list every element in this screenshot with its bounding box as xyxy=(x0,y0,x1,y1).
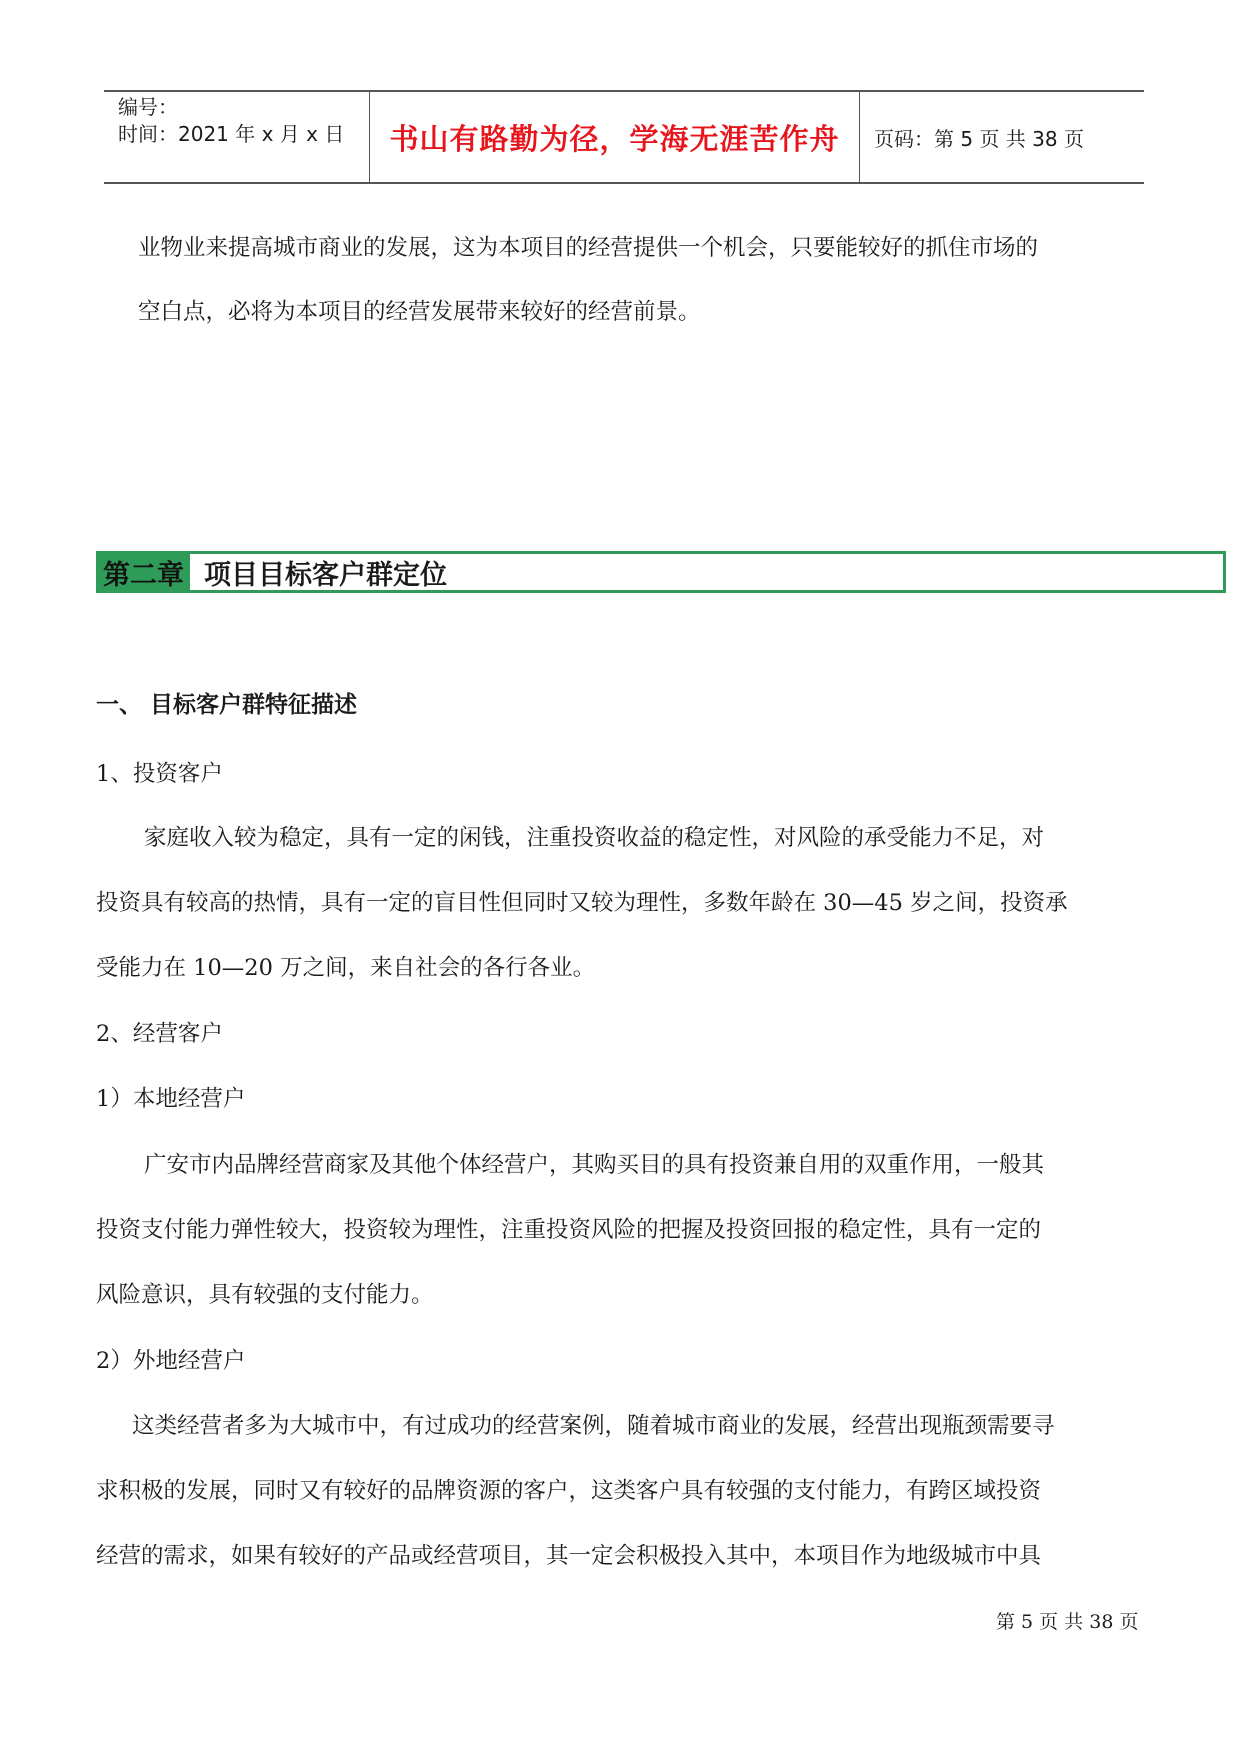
number-label: 编号： xyxy=(118,95,178,119)
page-footer: 第 5 页 共 38 页 xyxy=(996,1611,1139,1633)
local-line-3: 风险意识，具有较强的支付能力。 xyxy=(96,1282,434,1308)
remote-line-1: 这类经营者多为大城市中，有过成功的经营案例，随着城市商业的发展，经营出现瓶颈需要寻 xyxy=(132,1413,1055,1439)
investor-line-3: 受能力在 10—20 万之间，来自社会的各行各业。 xyxy=(96,955,596,981)
chapter-title: 项目目标客户群定位 xyxy=(204,559,447,591)
page-header xyxy=(104,90,1144,184)
header-motto: 书山有路勤为径，学海无涯苦作舟 xyxy=(369,92,860,182)
operator-heading: 2、经营客户 xyxy=(96,1021,223,1047)
remote-heading: 2）外地经营户 xyxy=(96,1348,246,1374)
header-info-cell xyxy=(104,92,369,182)
local-line-1: 广安市内品牌经营商家及其他个体经营户，其购买目的具有投资兼自用的双重作用，一般其 xyxy=(144,1152,1045,1178)
section-title: 一、 目标客户群特征描述 xyxy=(96,692,358,718)
remote-line-2: 求积极的发展，同时又有较好的品牌资源的客户，这类客户具有较强的支付能力，有跨区域投资 xyxy=(96,1478,1042,1504)
chapter-number: 第二章 xyxy=(99,554,190,590)
local-heading: 1）本地经营户 xyxy=(96,1086,246,1112)
local-line-2: 投资支付能力弹性较大，投资较为理性，注重投资风险的把握及投资回报的稳定性，具有一定的 xyxy=(96,1217,1042,1243)
header-page-code: 页码：第 5 页 共 38 页 xyxy=(874,126,1084,151)
investor-line-2: 投资具有较高的热情，具有一定的盲目性但同时又较为理性，多数年龄在 30—45 岁之间，投资承 xyxy=(96,890,1068,916)
time-label: 时间：2021 年 x 月 x 日 xyxy=(118,122,345,146)
investor-line-1: 家庭收入较为稳定，具有一定的闲钱，注重投资收益的稳定性，对风险的承受能力不足，对 xyxy=(144,825,1045,851)
intro-line-2: 空白点，必将为本项目的经营发展带来较好的经营前景。 xyxy=(138,299,701,325)
intro-line-1: 业物业来提高城市商业的发展，这为本项目的经营提供一个机会，只要能较好的抓住市场的 xyxy=(138,235,1039,261)
investor-heading: 1、投资客户 xyxy=(96,761,223,787)
remote-line-3: 经营的需求，如果有较好的产品或经营项目，其一定会积极投入其中，本项目作为地级城市中具 xyxy=(96,1543,1042,1569)
chapter-heading xyxy=(96,551,1226,593)
